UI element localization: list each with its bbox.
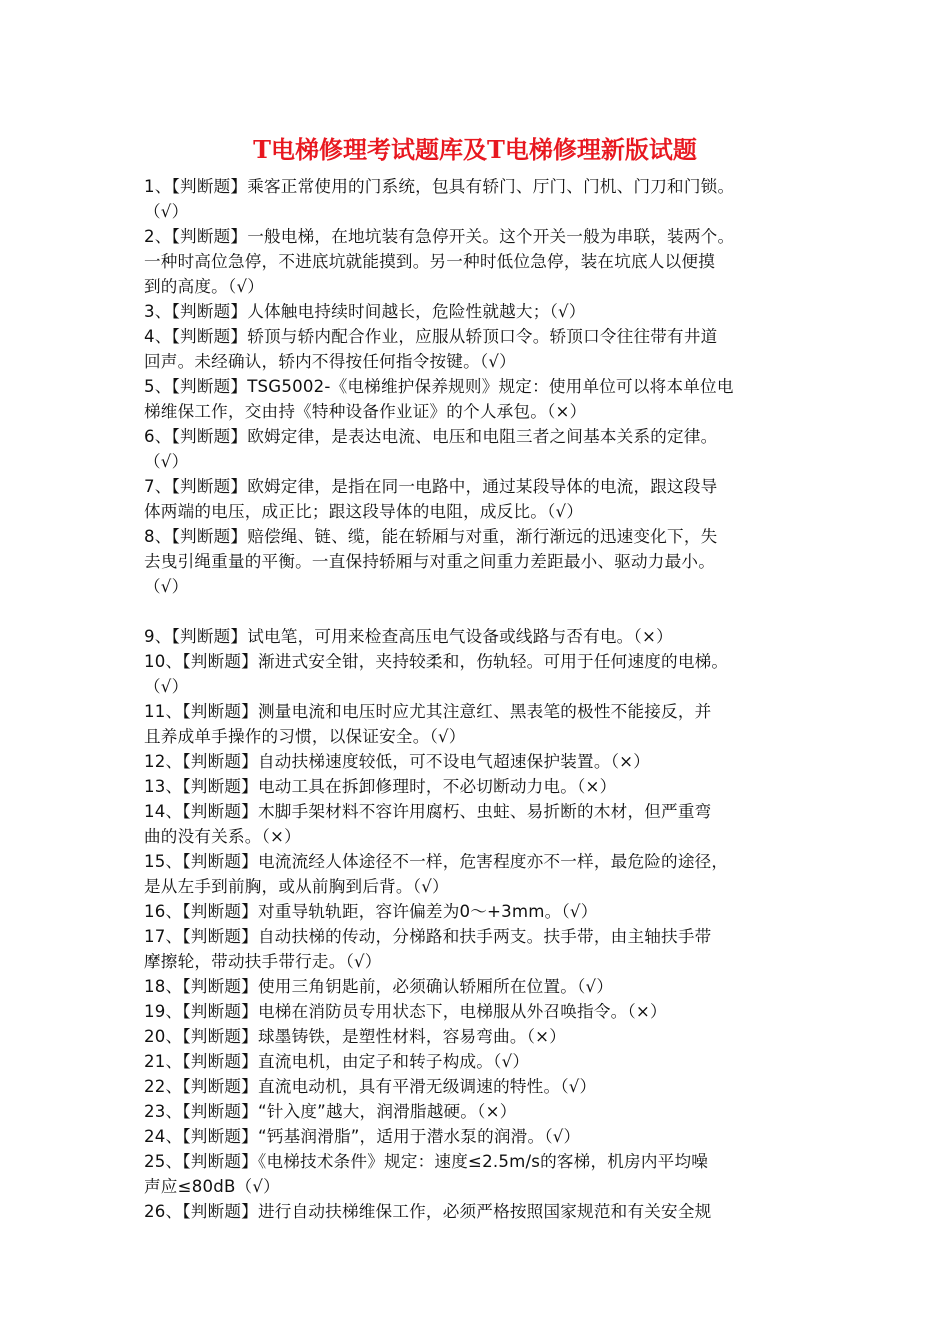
question-line: 15、【判断题】电流流经人体途径不一样，危害程度亦不一样，最危险的途径， [144,852,729,871]
question-item [144,999,824,1024]
question-line: （√） [144,452,189,471]
question-item [144,974,824,999]
question-line: （√） [144,577,189,596]
question-item [144,1024,824,1049]
question-line: 14、【判断题】木脚手架材料不容许用腐朽、虫蛀、易折断的木材，但严重弯 [144,802,712,821]
question-item [144,1074,824,1099]
question-item [144,1199,824,1224]
question-line: 是从左手到前胸，或从前胸到后背。（√） [144,877,449,896]
question-line: 去曳引绳重量的平衡。一直保持轿厢与对重之间重力差距最小、驱动力最小。 [144,552,715,571]
question-line: 18、【判断题】使用三角钥匙前，必须确认轿厢所在位置。（√） [144,977,614,996]
question-line: 2、【判断题】一般电梯，在地坑装有急停开关。这个开关一般为串联，装两个。 [144,227,735,246]
question-item [144,624,824,649]
blank-gap [144,599,824,624]
question-line: （√） [144,677,189,696]
question-line: 17、【判断题】自动扶梯的传动，分梯路和扶手两支。扶手带，由主轴扶手带 [144,927,712,946]
question-item [144,424,824,474]
question-item [144,1049,824,1074]
question-item [144,474,824,524]
question-line: 摩擦轮，带动扶手带行走。（√） [144,952,382,971]
question-line: 4、【判断题】轿顶与轿内配合作业，应服从轿顶口令。轿顶口令往往带有井道 [144,327,718,346]
question-item [144,849,824,899]
question-line: 回声。未经确认，轿内不得按任何指令按键。（√） [144,352,516,371]
question-item [144,324,824,374]
question-item [144,799,824,849]
question-line: 23、【判断题】“针入度”越大，润滑脂越硬。（×） [144,1102,517,1121]
question-line: 22、【判断题】直流电动机，具有平滑无级调速的特性。（√） [144,1077,597,1096]
question-line: 8、【判断题】赔偿绳、链、缆，能在轿厢与对重，渐行渐远的迅速变化下，失 [144,527,718,546]
question-line: 且养成单手操作的习惯，以保证安全。（√） [144,727,466,746]
question-line: 19、【判断题】电梯在消防员专用状态下，电梯服从外召唤指令。（×） [144,1002,667,1021]
question-line: 25、【判断题】《电梯技术条件》规定：速度≤2.5m/s的客梯，机房内平均噪 [144,1152,709,1171]
question-item [144,649,824,699]
question-list [144,174,824,1224]
question-line: 体两端的电压，成正比；跟这段导体的电阻，成反比。（√） [144,502,584,521]
question-line: 一种时高位急停，不进底坑就能摸到。另一种时低位急停，装在坑底人以便摸 [144,252,715,271]
question-line: 10、【判断题】渐进式安全钳，夹持较柔和，伤轨轻。可用于任何速度的电梯。 [144,652,729,671]
question-item [144,1149,824,1199]
question-line: （√） [144,202,189,221]
document-title: T电梯修理考试题库及T电梯修理新版试题 [253,135,697,164]
question-item [144,749,824,774]
question-item [144,174,824,224]
question-line: 24、【判断题】“钙基润滑脂”，适用于潜水泵的润滑。（√） [144,1127,581,1146]
question-line: 到的高度。（√） [144,277,265,296]
question-line: 12、【判断题】自动扶梯速度较低，可不设电气超速保护装置。（×） [144,752,651,771]
question-item [144,299,824,324]
question-item [144,1124,824,1149]
question-item [144,699,824,749]
question-item [144,774,824,799]
question-line: 11、【判断题】测量电流和电压时应尤其注意红、黑表笔的极性不能接反，并 [144,702,712,721]
question-item [144,924,824,974]
question-item [144,524,824,599]
question-line: 7、【判断题】欧姆定律，是指在同一电路中，通过某段导体的电流，跟这段导 [144,477,718,496]
question-line: 16、【判断题】对重导轨轨距，容许偏差为0～+3mm。（√） [144,902,598,921]
question-line: 曲的没有关系。（×） [144,827,301,846]
question-item [144,1099,824,1124]
question-line: 梯维保工作，交由持《特种设备作业证》的个人承包。（×） [144,402,587,421]
question-item [144,899,824,924]
question-item [144,224,824,299]
question-line: 5、【判断题】TSG5002-《电梯维护保养规则》规定：使用单位可以将本单位电 [144,377,734,396]
question-line: 9、【判断题】试电笔，可用来检查高压电气设备或线路与否有电。（×） [144,627,673,646]
question-line: 声应≤80dB（√） [144,1177,280,1196]
question-line: 3、【判断题】人体触电持续时间越长，危险性就越大；（√） [144,302,586,321]
question-line: 21、【判断题】直流电机，由定子和转子构成。（√） [144,1052,530,1071]
question-line: 20、【判断题】球墨铸铁，是塑性材料，容易弯曲。（×） [144,1027,567,1046]
question-line: 26、【判断题】进行自动扶梯维保工作，必须严格按照国家规范和有关安全规 [144,1202,712,1221]
question-line: 1、【判断题】乘客正常使用的门系统，包具有轿门、厅门、门机、门刀和门锁。 [144,177,735,196]
question-line: 6、【判断题】欧姆定律，是表达电流、电压和电阻三者之间基本关系的定律。 [144,427,718,446]
question-item [144,374,824,424]
question-line: 13、【判断题】电动工具在拆卸修理时，不必切断动力电。（×） [144,777,617,796]
